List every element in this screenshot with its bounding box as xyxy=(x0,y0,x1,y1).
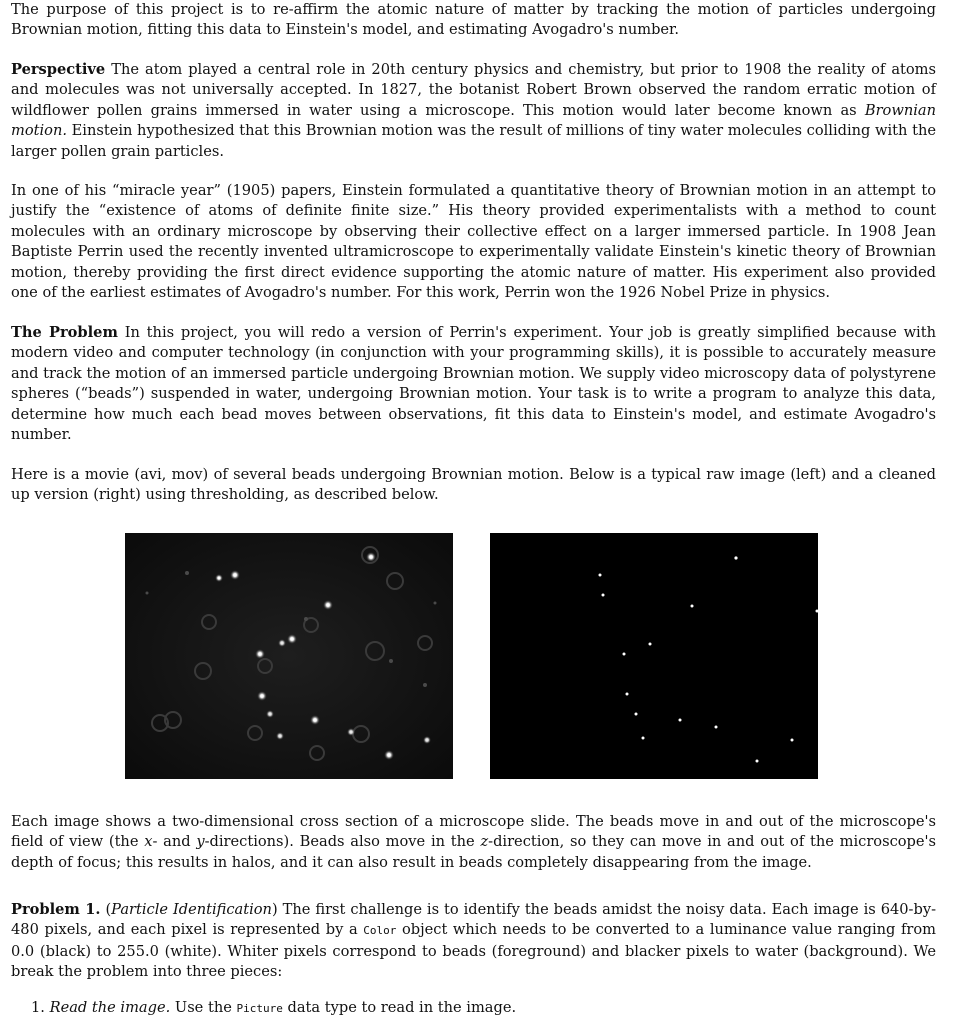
einstein-paragraph: In one of his “miracle year” (1905) papers, Einstein formulated a quantitative theory of Brownian motion in an attempt to justify the “existence of atoms of definite finite size.” His theory provided experimentalists with a method to count molecules with an ordinary microscope by observing their collective effect on a larger immersed particle. In 1908 Jean Baptiste Perrin used the recently invented ultramicroscope to experimentally validate Einstein's kinetic theory of Brownian motion, thereby providing the first direct evidence supporting the atomic nature of matter. His experiment also provided one of the earliest estimates of Avogadro's number. For this work, Perrin won the 1926 Nobel Prize in physics. xyxy=(11,182,936,302)
problem-paragraph xyxy=(11,323,936,445)
cleaned-bead-image xyxy=(490,533,818,779)
x-symbol: x xyxy=(144,833,153,851)
z-symbol: z xyxy=(480,833,489,851)
paren: ) xyxy=(271,901,278,918)
paren: ( xyxy=(100,901,112,918)
step-number: 1. xyxy=(31,999,45,1016)
cross-section-text: -directions). Beads also move in the xyxy=(204,833,481,851)
problem1-text: The first challenge is to identify the beads amidst the noisy data. Each image is 640-by-480 pixels, and each pixel is represented by a xyxy=(11,901,936,939)
problem1-paragraph xyxy=(11,900,936,983)
perspective-text-end: Einstein hypothesized that this Brownian motion was the result of millions of tiny water molecules colliding with the larger pollen grain particles. xyxy=(11,122,936,160)
cross-section-text: - and xyxy=(152,833,197,851)
intro-paragraph: The purpose of this project is to re-affirm the atomic nature of matter by tracking the motion of particles undergoing Brownian motion, fitting this data to Einstein's model, and estimating Avogadro's number. xyxy=(11,1,936,39)
brownian-motion-term: Brownian motion. xyxy=(11,101,936,140)
y-symbol: y xyxy=(196,833,205,851)
problem1-subtitle: Particle Identification xyxy=(111,901,272,918)
step-title: Read the image. xyxy=(49,999,171,1016)
picture-code: Picture xyxy=(236,1002,283,1015)
cross-section-text: -direction, so they can move in and out of the microscope's depth of focus; this results in halos, and it can also result in beads completely disappearing from the image. xyxy=(11,833,937,871)
perspective-paragraph xyxy=(11,60,936,162)
perspective-text: The atom played a central role in 20th century physics and chemistry, but prior to 1908 the reality of atoms and molecules was not universally accepted. In 1827, the botanist Robert Brown observed the random erratic motion of wildflower pollen grains immersed in water using a microscope. This motion would later become known as xyxy=(11,61,936,119)
cross-section-text: Each image shows a two-dimensional cross section of a microscope slide. The beads move in and out of the microscope's field of view (the xyxy=(11,813,936,851)
step-text: data type to read in the image. xyxy=(282,999,517,1016)
step-list-item xyxy=(31,998,936,1019)
problem1-text: object which needs to be converted to a luminance value ranging from 0.0 (black) to 255.0 (white). Whiter pixels correspond to beads (foreground) and blacker pixels to water (background). We break the problem into three pieces: xyxy=(11,921,936,981)
problem1-heading: Problem 1. xyxy=(11,901,101,918)
cross-section-paragraph xyxy=(11,812,936,873)
raw-bead-image xyxy=(125,533,453,779)
color-code: Color xyxy=(363,924,397,938)
perspective-heading: Perspective xyxy=(11,61,106,78)
problem-text: In this project, you will redo a version of Perrin's experiment. Your job is greatly simplified because with modern video and computer technology (in conjunction with your programming skills), it is possible to accurately measure and track the motion of an immersed particle undergoing Brownian motion. We supply video microscopy data of polystyrene spheres (“beads”) suspended in water, undergoing Brownian motion. Your task is to write a program to analyze this data, determine how much each bead moves between observations, fit this data to Einstein's model, and estimate Avogadro's number. xyxy=(11,324,936,444)
problem-heading: The Problem xyxy=(11,324,118,341)
step-text: Use the xyxy=(170,999,237,1016)
movie-paragraph: Here is a movie (avi, mov) of several beads undergoing Brownian motion. Below is a typical raw image (left) and a cleaned up version (right) using thresholding, as described below. xyxy=(11,466,936,504)
